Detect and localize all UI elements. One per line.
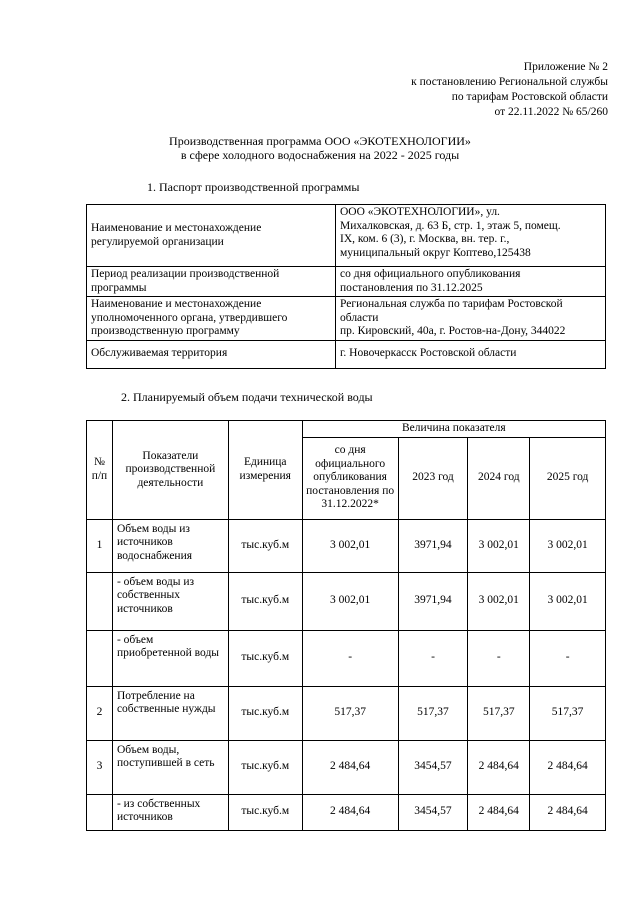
row-value: 3971,94 xyxy=(398,519,468,572)
row-unit: тыс.куб.м xyxy=(228,740,302,794)
passport-label: Наименование и местонахождение уполномоченного органа, утвердившего производственную программу xyxy=(87,297,336,341)
row-value: 517,37 xyxy=(530,686,606,740)
row-value: 3 002,01 xyxy=(468,572,530,630)
table-row xyxy=(87,572,606,630)
passport-row xyxy=(87,340,606,368)
header-period: 2023 год xyxy=(398,437,468,519)
row-value: 2 484,64 xyxy=(530,794,606,830)
appendix-line-2: к постановлению Региональной службы xyxy=(411,76,608,88)
passport-row xyxy=(87,267,606,297)
row-value: 3 002,01 xyxy=(302,572,398,630)
appendix-line-3: по тарифам Ростовской области xyxy=(451,91,608,103)
header-row xyxy=(87,421,606,438)
row-indicator: - объем воды из собственных источников xyxy=(112,572,228,630)
row-num xyxy=(87,794,113,830)
row-value: 3 002,01 xyxy=(468,519,530,572)
passport-label: Период реализации производственной программы xyxy=(87,267,336,297)
passport-table xyxy=(86,204,606,369)
table-row xyxy=(87,740,606,794)
row-unit: тыс.куб.м xyxy=(228,686,302,740)
header-num: № п/п xyxy=(87,421,113,520)
row-value: 3971,94 xyxy=(398,572,468,630)
passport-value xyxy=(336,205,606,267)
passport-value xyxy=(336,267,606,297)
section-1-heading: 1. Паспорт производственной программы xyxy=(147,180,360,194)
row-indicator: - объем приобретенной воды xyxy=(112,630,228,686)
row-unit: тыс.куб.м xyxy=(228,519,302,572)
row-num: 3 xyxy=(87,740,113,794)
passport-value-line: ООО «ЭКОТЕХНОЛОГИИ», ул. xyxy=(340,206,500,218)
header-period: 2025 год xyxy=(530,437,606,519)
row-value: 2 484,64 xyxy=(468,740,530,794)
row-value: 2 484,64 xyxy=(530,740,606,794)
row-unit: тыс.куб.м xyxy=(228,630,302,686)
passport-label: Обслуживаемая территория xyxy=(87,340,336,368)
passport-value-line: IX, ком. 6 (3), г. Москва, вн. тер. г., xyxy=(340,233,510,245)
row-value: 2 484,64 xyxy=(468,794,530,830)
passport-value-line: постановления по 31.12.2025 xyxy=(340,281,483,294)
row-num: 1 xyxy=(87,519,113,572)
passport-value-line: области xyxy=(340,311,379,324)
document-title xyxy=(0,134,640,162)
row-value: 517,37 xyxy=(398,686,468,740)
table-row xyxy=(87,630,606,686)
header-unit: Единица измерения xyxy=(228,421,302,520)
passport-label: Наименование и местонахождение регулируемой организации xyxy=(87,205,336,267)
appendix-line-1: Приложение № 2 xyxy=(523,61,608,73)
row-indicator: Потребление на собственные нужды xyxy=(112,686,228,740)
passport-value-line: пр. Кировский, 40а, г. Ростов-на-Дону, 344022 xyxy=(340,325,566,337)
header-indicator: Показатели производственной деятельности xyxy=(112,421,228,520)
row-indicator: - из собственных источников xyxy=(112,794,228,830)
passport-value-line: Региональная служба по тарифам Ростовской xyxy=(340,298,563,310)
passport-value-line: Михалковская, д. 63 Б, стр. 1, этаж 5, помещ. xyxy=(340,219,561,232)
passport-value xyxy=(336,340,606,368)
water-volume-table xyxy=(86,420,606,831)
passport-value-line: со дня официального опубликования xyxy=(340,268,521,280)
row-indicator: Объем воды из источников водоснабжения xyxy=(112,519,228,572)
row-value: 3 002,01 xyxy=(530,572,606,630)
row-value: - xyxy=(302,630,398,686)
header-group: Величина показателя xyxy=(302,421,605,438)
row-unit: тыс.куб.м xyxy=(228,794,302,830)
row-num: 2 xyxy=(87,686,113,740)
title-line-2: в сфере холодного водоснабжения на 2022 - 2025 годы xyxy=(180,148,460,162)
table-row xyxy=(87,519,606,572)
row-value: 3 002,01 xyxy=(302,519,398,572)
row-value: 3454,57 xyxy=(398,794,468,830)
header-period: 2024 год xyxy=(468,437,530,519)
appendix-block xyxy=(411,60,608,120)
passport-row xyxy=(87,297,606,341)
row-value: 517,37 xyxy=(302,686,398,740)
row-value: 2 484,64 xyxy=(302,740,398,794)
passport-row xyxy=(87,205,606,267)
row-value: 3 002,01 xyxy=(530,519,606,572)
row-indicator: Объем воды, поступившей в сеть xyxy=(112,740,228,794)
row-unit: тыс.куб.м xyxy=(228,572,302,630)
passport-value-line: г. Новочеркасск Ростовской области xyxy=(340,347,517,360)
table-row xyxy=(87,794,606,830)
header-period: со дня официального опубликования постановления по 31.12.2022* xyxy=(302,437,398,519)
row-value: - xyxy=(398,630,468,686)
row-value: 2 484,64 xyxy=(302,794,398,830)
passport-value-line: муниципальный округ Коптево,125438 xyxy=(340,246,531,259)
row-value: 3454,57 xyxy=(398,740,468,794)
row-num xyxy=(87,630,113,686)
appendix-line-4: от 22.11.2022 № 65/260 xyxy=(494,106,608,118)
row-num xyxy=(87,572,113,630)
row-value: - xyxy=(468,630,530,686)
row-value: - xyxy=(530,630,606,686)
section-2-heading: 2. Планируемый объем подачи технической воды xyxy=(121,390,373,404)
table-row xyxy=(87,686,606,740)
title-line-1: Производственная программа ООО «ЭКОТЕХНОЛОГИИ» xyxy=(169,134,471,148)
row-value: 517,37 xyxy=(468,686,530,740)
passport-value xyxy=(336,297,606,341)
